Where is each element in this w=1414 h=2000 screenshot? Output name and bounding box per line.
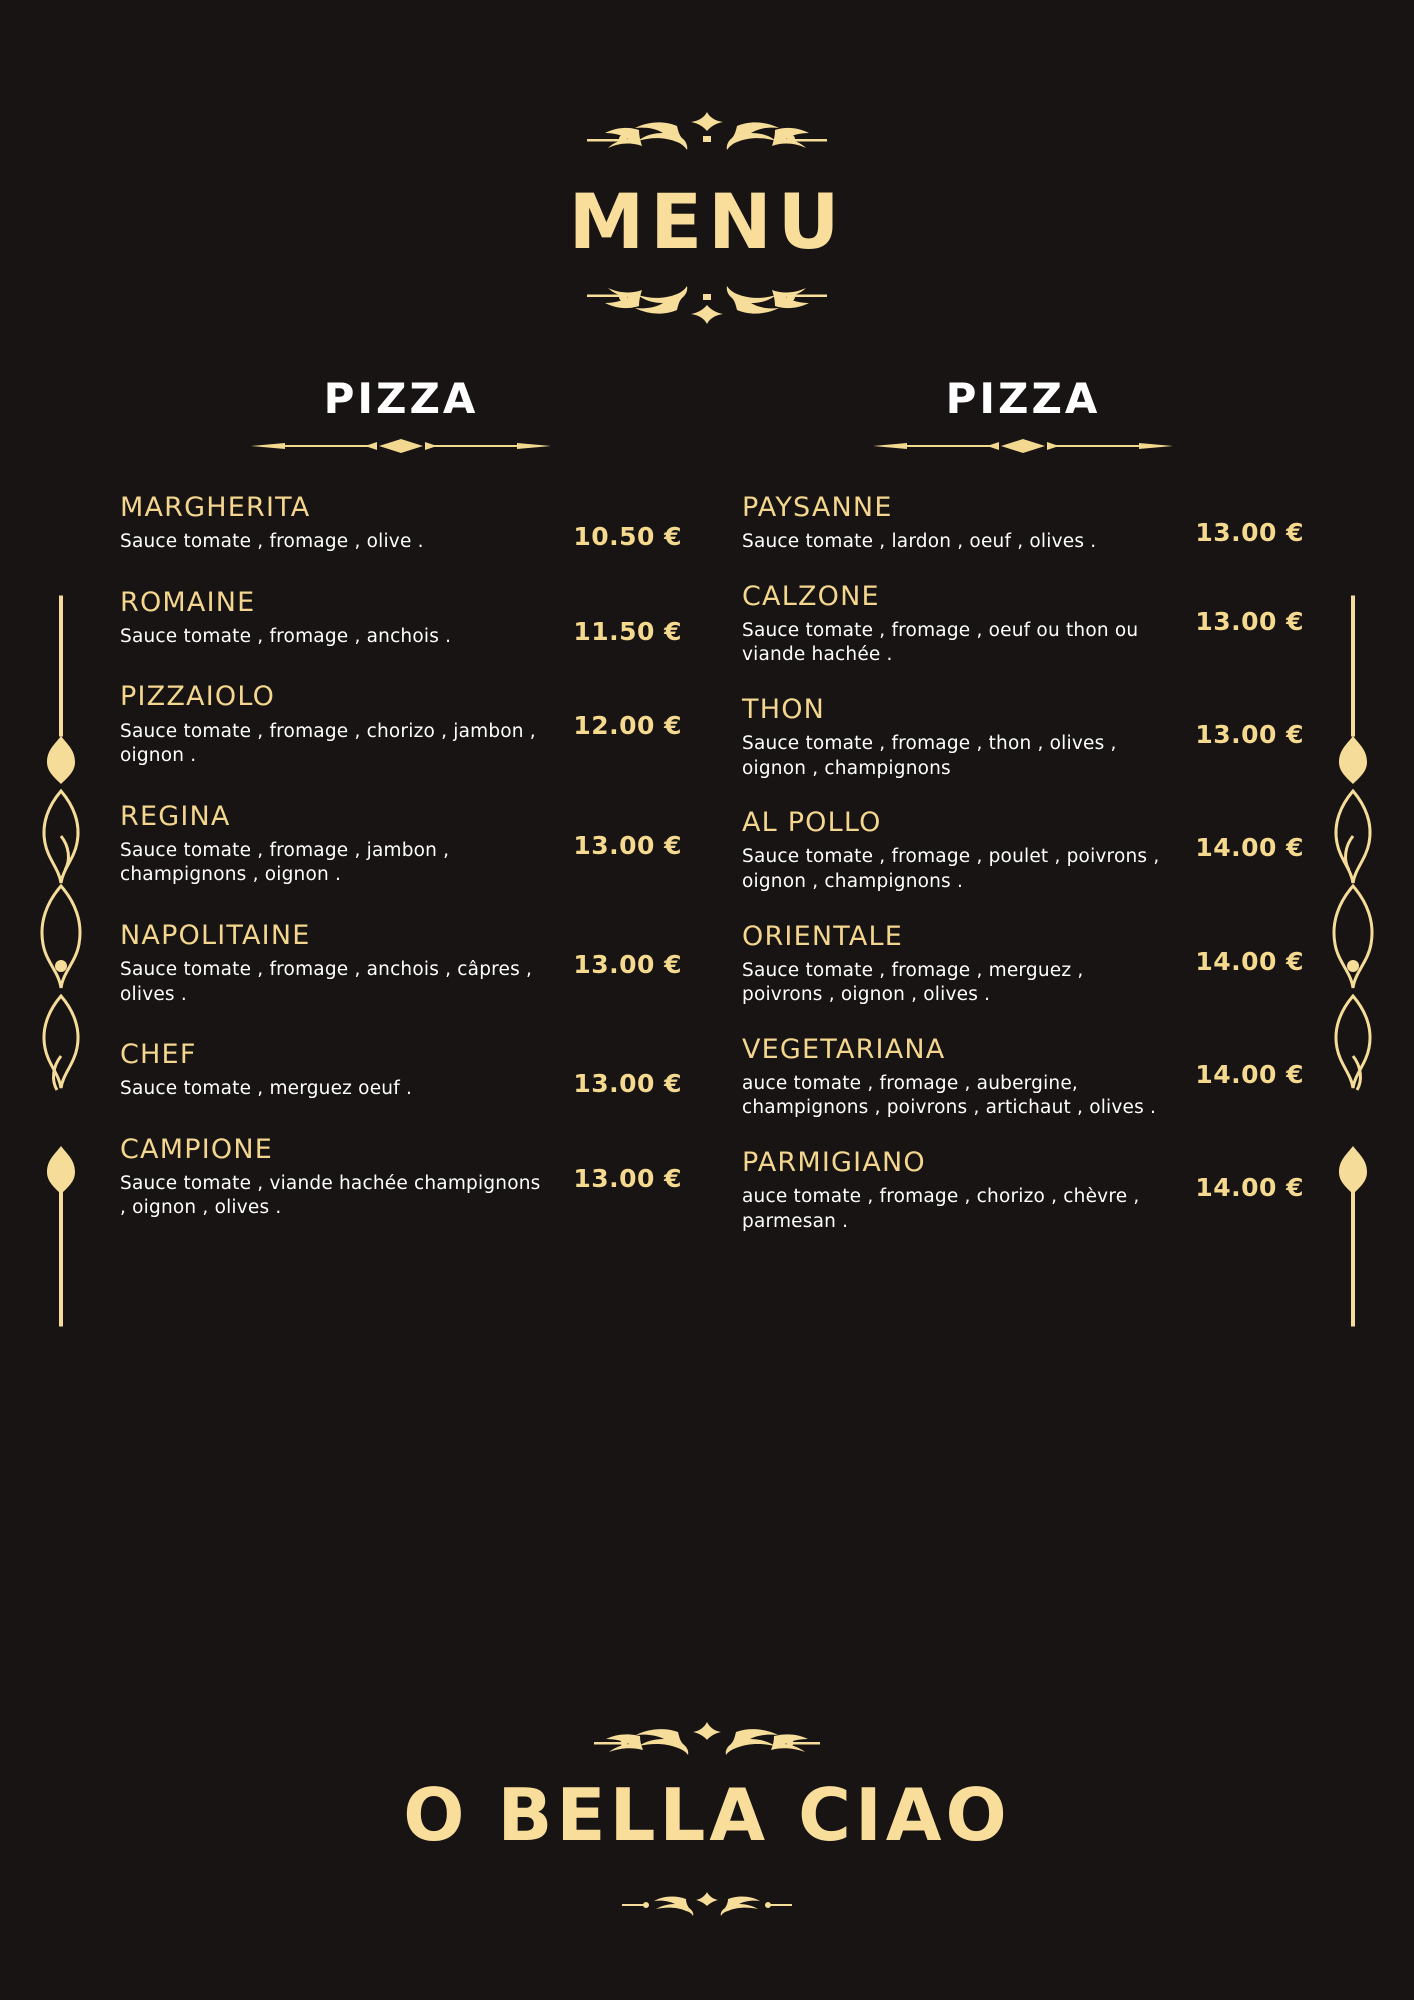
menu-item-main bbox=[742, 581, 1184, 668]
menu-item-description: Sauce tomate , fromage , olive . bbox=[120, 531, 424, 553]
menu-item-description: Sauce tomate , fromage , anchois , câpres , olives . bbox=[120, 958, 533, 1005]
menu-item-price: 12.00 € bbox=[573, 711, 682, 741]
menu-item-description: Sauce tomate , lardon , oeuf , olives . bbox=[742, 531, 1097, 553]
menu-item-price: 13.00 € bbox=[1195, 606, 1304, 636]
menu-item-name: CHEF bbox=[120, 1039, 197, 1071]
flourish-ornament-small-icon bbox=[0, 1888, 1414, 1924]
menu-item-main bbox=[120, 920, 562, 1007]
menu-item-name: AL POLLO bbox=[742, 807, 882, 839]
menu-item-description: Sauce tomate , merguez oeuf . bbox=[120, 1078, 413, 1100]
menu-item-price: 13.00 € bbox=[573, 1069, 682, 1099]
column-header bbox=[742, 376, 1304, 458]
side-flourish-ornament-icon bbox=[36, 586, 86, 1340]
menu-item bbox=[120, 587, 682, 650]
menu-item-name: VEGETARIANA bbox=[742, 1033, 946, 1065]
side-flourish-ornament-icon bbox=[1328, 586, 1378, 1340]
menu-item bbox=[742, 581, 1304, 668]
divider-ornament-icon bbox=[742, 438, 1304, 458]
menu-footer bbox=[0, 1716, 1414, 1924]
menu-item-main bbox=[120, 1039, 562, 1102]
menu-item-name: CALZONE bbox=[742, 580, 880, 612]
menu-item-main bbox=[742, 1147, 1184, 1234]
menu-item-description: Sauce tomate , fromage , chorizo , jambon , oignon . bbox=[120, 720, 536, 767]
menu-item-name: ROMAINE bbox=[120, 586, 256, 618]
flourish-ornament-icon bbox=[0, 1716, 1414, 1770]
menu-item-name: PARMIGIANO bbox=[742, 1147, 926, 1178]
menu-column-left bbox=[120, 376, 682, 1260]
menu-item-main bbox=[742, 1034, 1184, 1121]
flourish-ornament-icon bbox=[0, 266, 1414, 332]
menu-item-description: Sauce tomate , fromage , thon , olives , oignon , champignons bbox=[742, 733, 1117, 779]
menu-item bbox=[742, 1034, 1304, 1121]
menu-item-price: 13.00 € bbox=[573, 830, 682, 860]
menu-item-name: ORIENTALE bbox=[742, 920, 904, 952]
column-title: PIZZA bbox=[945, 374, 1101, 423]
menu-item-price: 14.00 € bbox=[1195, 1173, 1304, 1202]
menu-item-price: 11.50 € bbox=[573, 616, 682, 646]
menu-item-main bbox=[120, 801, 562, 888]
page-title: MENU bbox=[568, 177, 846, 266]
menu-item-description: Sauce tomate , fromage , jambon , champignons , oignon . bbox=[120, 839, 450, 886]
menu-item-description: auce tomate , fromage , chorizo , chèvre , parmesan . bbox=[742, 1186, 1140, 1232]
menu-item bbox=[742, 1147, 1304, 1234]
menu-item-name: PAYSANNE bbox=[742, 492, 893, 524]
menu-item-description: Sauce tomate , viande hachée champignons , oignon , olives . bbox=[120, 1172, 541, 1219]
menu-item-description: Sauce tomate , fromage , anchois . bbox=[120, 625, 452, 647]
menu-item-name: MARGHERITA bbox=[120, 492, 311, 524]
menu-item-main bbox=[120, 492, 562, 555]
menu-item bbox=[742, 807, 1304, 894]
menu-item-name: PIZZAIOLO bbox=[120, 681, 276, 713]
menu-item-price: 14.00 € bbox=[1195, 833, 1304, 863]
menu-item-price: 13.00 € bbox=[1195, 518, 1304, 548]
menu-item bbox=[120, 492, 682, 555]
menu-item bbox=[120, 1039, 682, 1102]
menu-item bbox=[742, 694, 1304, 781]
menu-item-price: 10.50 € bbox=[573, 522, 682, 552]
menu-item-main bbox=[742, 807, 1184, 894]
menu-item bbox=[120, 1134, 682, 1221]
flourish-ornament-icon bbox=[0, 108, 1414, 174]
menu-item-name: CAMPIONE bbox=[120, 1133, 273, 1165]
divider-ornament-icon bbox=[120, 438, 682, 458]
menu-item-main bbox=[120, 1134, 562, 1221]
menu-item-description: Sauce tomate , fromage , merguez , poivrons , oignon , olives . bbox=[742, 959, 1084, 1006]
menu-item-main bbox=[742, 694, 1184, 781]
menu-item-description: auce tomate , fromage , aubergine, champignons , poivrons , artichaut , olives . bbox=[742, 1072, 1157, 1119]
menu-item-price: 14.00 € bbox=[1195, 1059, 1304, 1089]
menu-item-name: NAPOLITAINE bbox=[120, 919, 311, 951]
menu-item-price: 13.00 € bbox=[573, 1163, 682, 1193]
menu-item-main bbox=[742, 492, 1184, 555]
menu-item-description: Sauce tomate , fromage , poulet , poivrons , oignon , champignons . bbox=[742, 846, 1160, 892]
menu-item-name: REGINA bbox=[120, 800, 231, 832]
menu-item bbox=[120, 920, 682, 1007]
menu-column-right bbox=[742, 376, 1304, 1260]
menu-item-name: THON bbox=[742, 694, 826, 726]
menu-item-main bbox=[742, 921, 1184, 1008]
column-header bbox=[120, 376, 682, 458]
menu-item bbox=[742, 492, 1304, 555]
menu-item-main bbox=[120, 681, 562, 768]
menu-item bbox=[742, 921, 1304, 1008]
menu-item-main bbox=[120, 587, 562, 650]
menu-item-price: 14.00 € bbox=[1195, 946, 1304, 976]
column-title: PIZZA bbox=[323, 374, 479, 423]
menu-columns bbox=[0, 376, 1414, 1260]
menu-item-price: 13.00 € bbox=[573, 949, 682, 979]
menu-item-price: 13.00 € bbox=[1195, 720, 1304, 750]
menu-item bbox=[120, 801, 682, 888]
menu-item bbox=[120, 681, 682, 768]
menu-header bbox=[0, 0, 1414, 332]
menu-item-description: Sauce tomate , fromage , oeuf ou thon ou viande hachée . bbox=[742, 619, 1139, 666]
restaurant-name: O BELLA CIAO bbox=[403, 1773, 1011, 1858]
